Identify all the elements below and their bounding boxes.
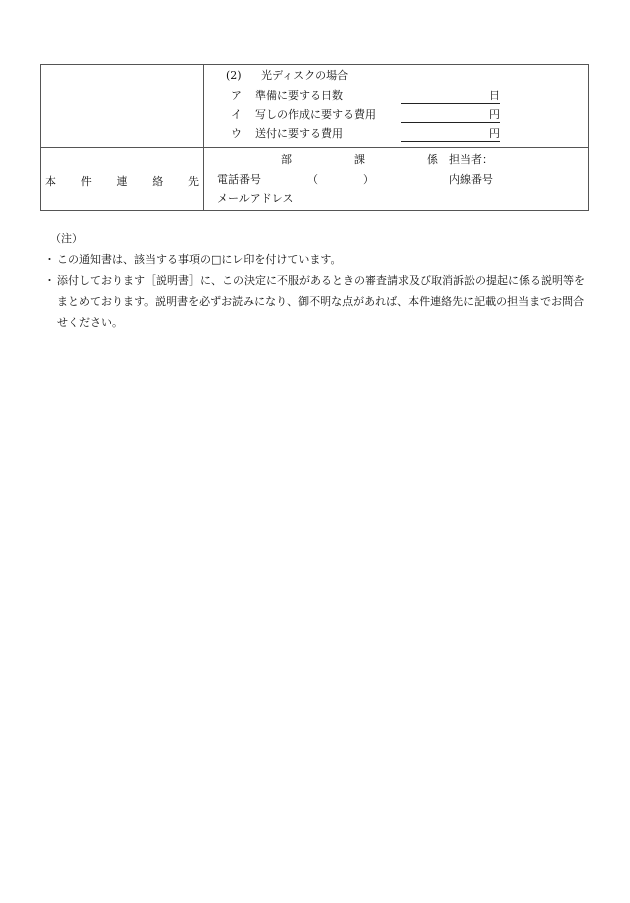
item-i-unit: 円 (489, 108, 500, 121)
department-label: 部 (281, 153, 292, 166)
note-text: 添付しております［説明書］に、この決定に不服があるときの審査請求及び取消訴訟の提起に係る説明等をまとめております。説明書を必ずお読みになり、御不明な点があれば、本件連絡先に記載の担当までお問合せください。 (57, 274, 585, 329)
item-a-mark: ア (231, 89, 242, 102)
notes-heading: （注） (50, 232, 83, 245)
phone-label: 電話番号 (217, 173, 261, 186)
extension-label: 内線番号 (449, 173, 493, 186)
phone-paren-close: ） (363, 173, 374, 186)
contact-label: 本 件 連 絡 先 (45, 175, 199, 188)
note-text: この通知書は、該当する事項の□にレ印を付けています。 (57, 253, 342, 266)
phone-paren-open: （ (307, 173, 318, 186)
person-in-charge-label: 担当者： (449, 153, 493, 166)
optical-heading-number: (2) (226, 69, 242, 82)
item-i-label: 写しの作成に要する費用 (255, 108, 376, 121)
section-label: 課 (354, 153, 365, 166)
email-label: メールアドレス (217, 192, 294, 205)
info-table (40, 64, 589, 211)
unit-label: 係 (427, 153, 438, 166)
column-divider (203, 65, 204, 210)
item-u-blank (401, 141, 500, 142)
item-a-label: 準備に要する日数 (255, 89, 343, 102)
notes-section (44, 228, 594, 333)
item-i-mark: イ (231, 108, 242, 121)
optical-heading: 光ディスクの場合 (261, 69, 349, 82)
item-u-unit: 円 (489, 127, 500, 140)
item-u-mark: ウ (231, 127, 242, 140)
item-u-label: 送付に要する費用 (255, 127, 343, 140)
note-item (44, 270, 594, 333)
bullet-mark: ・ (44, 253, 55, 266)
note-item (44, 249, 594, 270)
bullet-mark: ・ (44, 274, 55, 287)
item-i-blank (401, 122, 500, 123)
row-divider (41, 147, 588, 148)
item-a-unit: 日 (489, 89, 500, 102)
item-a-blank (401, 103, 500, 104)
